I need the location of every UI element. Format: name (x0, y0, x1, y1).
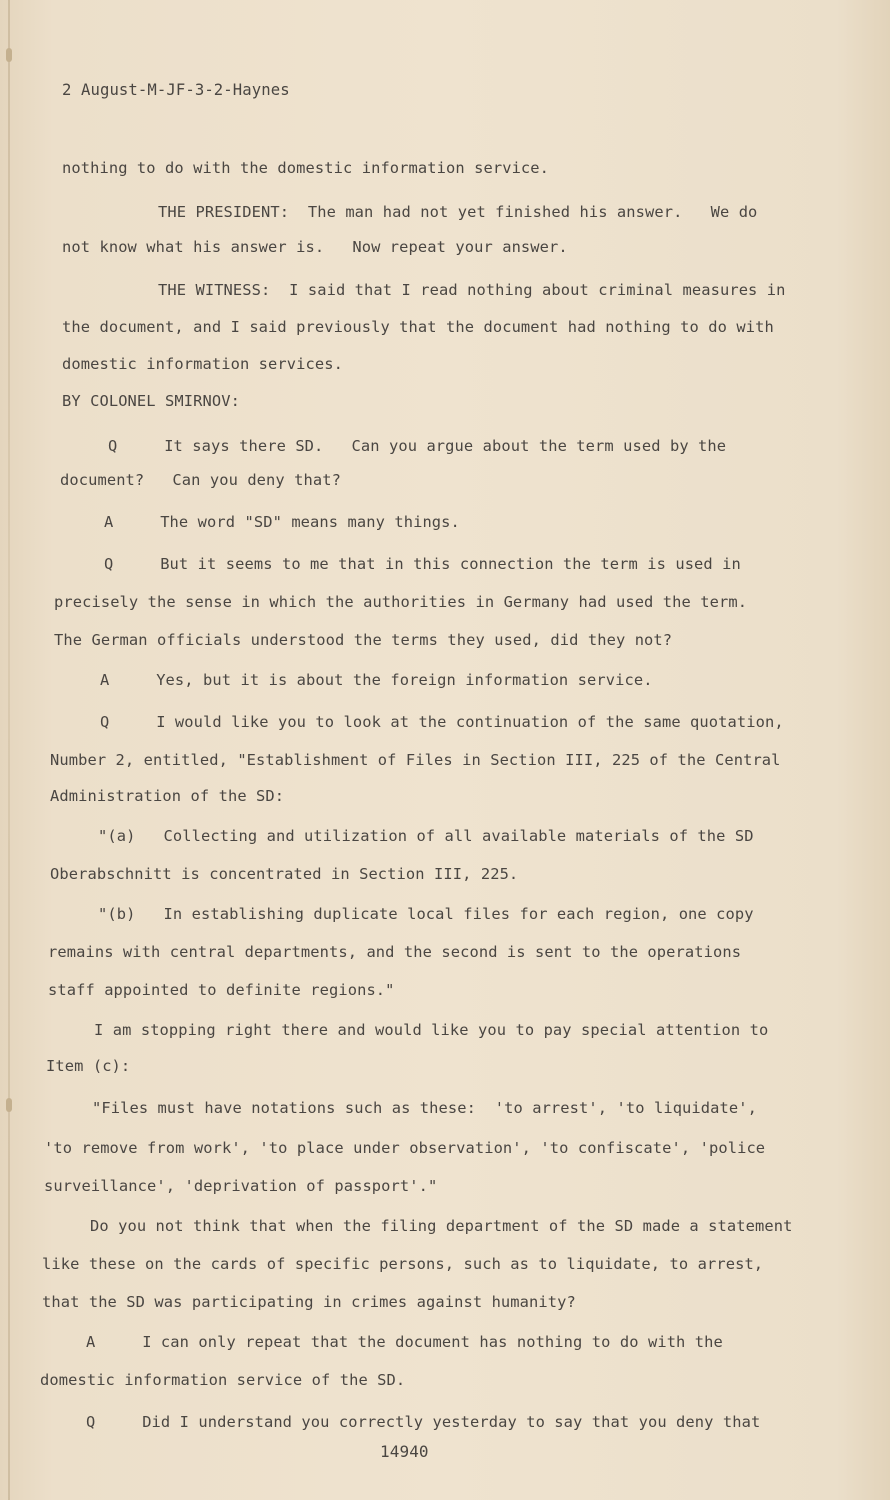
quoted-line: "(b) In establishing duplicate local files for each region, one copy (98, 905, 754, 923)
text-line: A The word "SD" means many things. (104, 513, 460, 531)
text-line: nothing to do with the domestic information service. (62, 159, 550, 177)
text-line: that the SD was participating in crimes against humanity? (42, 1293, 576, 1311)
text-line: Do you not think that when the filing department of the SD made a statement (90, 1217, 793, 1235)
text-line: Q I would like you to look at the continuation of the same quotation, (100, 713, 784, 731)
text-line: A I can only repeat that the document has nothing to do with the (86, 1333, 723, 1351)
text-line: not know what his answer is. Now repeat your answer. (62, 238, 568, 256)
text-line: Administration of the SD: (50, 787, 285, 805)
text-line: Number 2, entitled, "Establishment of Files in Section III, 225 of the Central (50, 751, 781, 769)
text-line: document? Can you deny that? (60, 471, 341, 489)
text-line: I am stopping right there and would like you to pay special attention to (94, 1021, 769, 1039)
text-line: Item (c): (46, 1057, 131, 1075)
text-line: THE WITNESS: I said that I read nothing about criminal measures in (158, 281, 786, 299)
section-heading: BY COLONEL SMIRNOV: (62, 392, 240, 410)
binding-hole (6, 48, 12, 62)
quoted-line: surveillance', 'deprivation of passport'." (44, 1177, 438, 1195)
text-line: precisely the sense in which the authorities in Germany had used the term. (54, 593, 748, 611)
text-line: Q It says there SD. Can you argue about the term used by the (108, 437, 727, 455)
text-line: like these on the cards of specific persons, such as to liquidate, to arrest, (42, 1255, 764, 1273)
text-line: domestic information services. (62, 355, 343, 373)
quoted-line: remains with central departments, and the second is sent to the operations (48, 943, 742, 961)
text-line: The German officials understood the terms they used, did they not? (54, 631, 673, 649)
quoted-line: "Files must have notations such as these: 'to arrest', 'to liquidate', (92, 1099, 757, 1117)
quoted-line: Oberabschnitt is concentrated in Section III, 225. (50, 865, 519, 883)
page-number: 14940 (380, 1442, 429, 1461)
text-line: THE PRESIDENT: The man had not yet finished his answer. We do (158, 203, 758, 221)
quoted-line: 'to remove from work', 'to place under observation', 'to confiscate', 'police (44, 1139, 766, 1157)
text-line: domestic information service of the SD. (40, 1371, 406, 1389)
text-line: Q But it seems to me that in this connection the term is used in (104, 555, 741, 573)
page-header: 2 August-M-JF-3-2-Haynes (62, 81, 290, 99)
text-line: the document, and I said previously that the document had nothing to do with (62, 318, 774, 336)
quoted-line: "(a) Collecting and utilization of all available materials of the SD (98, 827, 754, 845)
text-line: Q Did I understand you correctly yesterday to say that you deny that (86, 1413, 761, 1431)
page-fold (8, 0, 10, 1500)
binding-hole (6, 1098, 12, 1112)
text-line: A Yes, but it is about the foreign information service. (100, 671, 653, 689)
quoted-line: staff appointed to definite regions." (48, 981, 395, 999)
